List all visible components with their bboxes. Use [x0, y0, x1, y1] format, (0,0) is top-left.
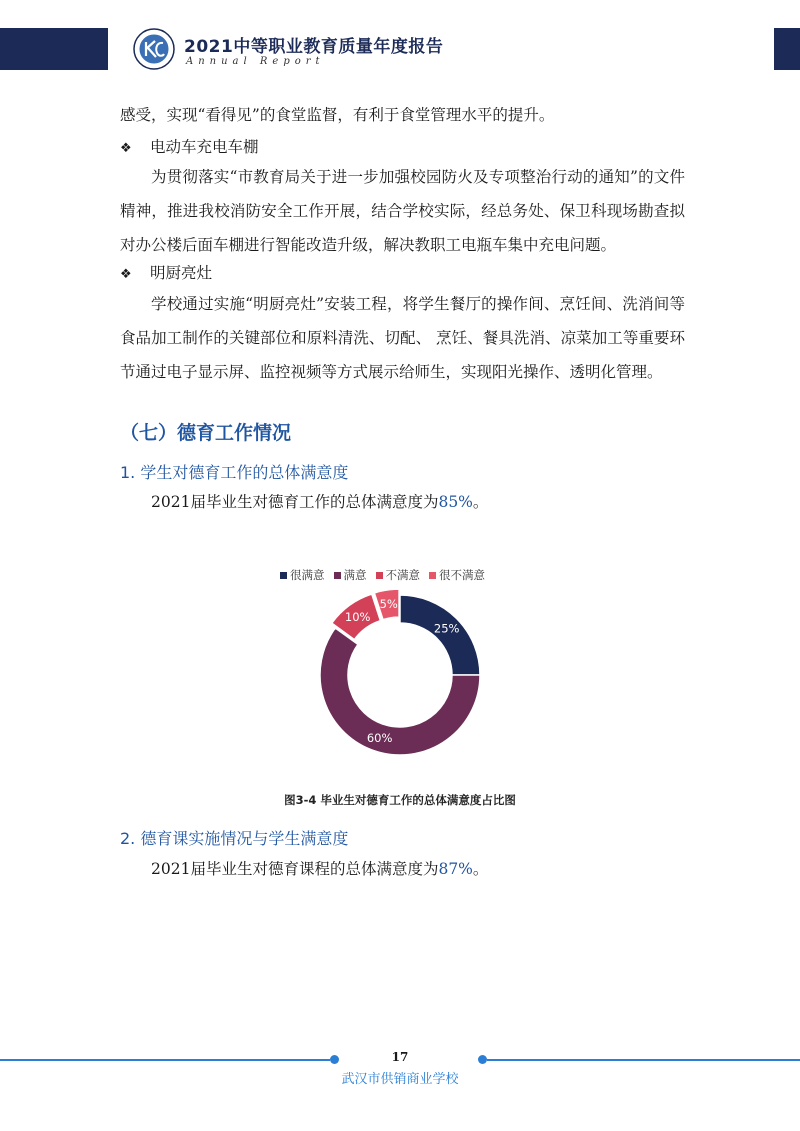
satisfaction-donut-chart: [300, 585, 500, 765]
satisfaction-percent: 87%: [438, 860, 473, 878]
legend-swatch: [429, 572, 436, 579]
body-paragraph: 学校通过实施“明厨亮灶”安装工程，将学生餐厅的操作间、烹饪间、洗消间等食品加工制作的关键部位和原料清洗、切配、 烹饪、餐具洗消、凉菜加工等重要环节通过电子显示屏、监控视频等方式展示给师生，实现阳光操作、透明化管理。: [120, 295, 685, 381]
body-paragraph: 为贯彻落实“市教育局关于进一步加强校园防火及专项整治行动的通知”的文件精神，推进我校消防安全工作开展，结合学校实际，经总务处、保卫科现场勘查拟对办公楼后面车棚进行智能改造升级，解决教职工电瓶车集中充电问题。: [120, 168, 685, 254]
donut-data-label: 60%: [366, 730, 393, 745]
bullet-label: 电动车充电车棚: [150, 138, 259, 156]
body-line: 2021届毕业生对德育工作的总体满意度为85%。: [151, 493, 489, 511]
diamond-bullet-icon: ❖: [120, 141, 132, 156]
donut-data-label: 25%: [433, 621, 460, 636]
report-title: 2021中等职业教育质量年度报告: [184, 37, 444, 57]
legend-swatch: [280, 572, 287, 579]
school-name: 武汉市供销商业学校: [341, 1072, 459, 1087]
header-bar-right: [774, 28, 800, 70]
satisfaction-percent: 85%: [438, 493, 473, 511]
legend-item: 不满意: [376, 567, 421, 583]
donut-data-label: 5%: [379, 596, 398, 611]
bullet-label: 明厨亮灶: [150, 264, 213, 282]
body-line: 2021届毕业生对德育课程的总体满意度为87%。: [151, 860, 489, 878]
legend-swatch: [334, 572, 341, 579]
report-subtitle: Annual Report: [186, 56, 325, 67]
diamond-bullet-icon: ❖: [120, 267, 132, 282]
school-logo-icon: [133, 28, 175, 70]
section-heading: （七）德育工作情况: [120, 422, 292, 444]
donut-data-label: 10%: [344, 609, 371, 624]
page-number: 17: [391, 1050, 409, 1064]
legend-swatch: [376, 572, 383, 579]
body-line: 感受，实现“看得见”的食堂监督，有利于食堂管理水平的提升。: [120, 106, 555, 124]
header-bar-left: [0, 28, 108, 70]
figure-caption: 图3-4 毕业生对德育工作的总体满意度占比图: [284, 793, 516, 807]
subsection-heading: 2. 德育课实施情况与学生满意度: [120, 829, 349, 848]
subsection-heading: 1. 学生对德育工作的总体满意度: [120, 463, 349, 482]
legend-item: 很满意: [280, 567, 325, 583]
legend-item: 满意: [334, 567, 367, 583]
chart-legend: [280, 567, 520, 583]
legend-item: 很不满意: [429, 567, 485, 583]
